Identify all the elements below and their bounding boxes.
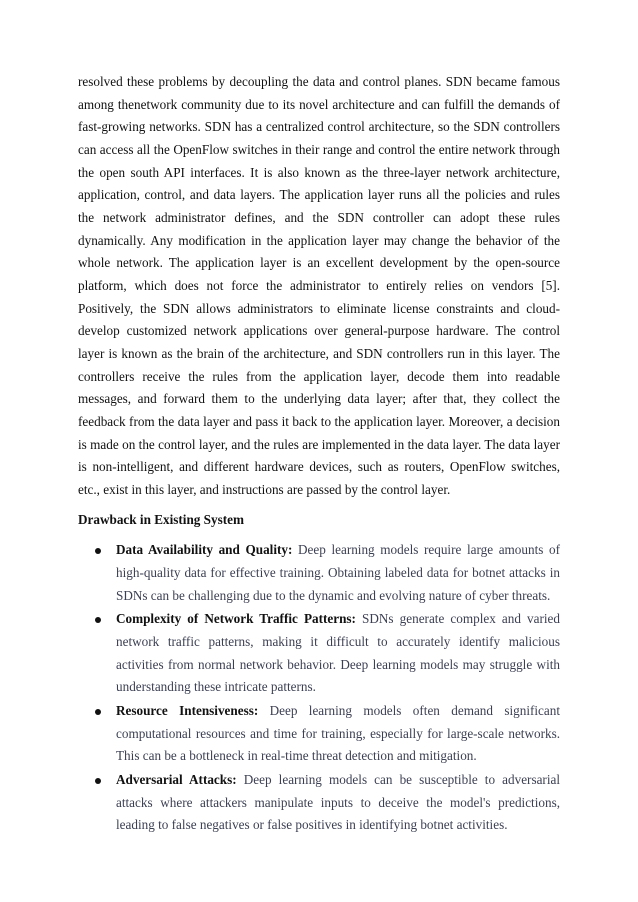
drawback-list [78,539,560,837]
bullet-body: SDNs generate complex and varied network traffic patterns, making it difficult to accurately identify malicious activities from normal network behavior. Deep learning models may struggle with understanding these intricate patterns. [116,611,560,695]
bullet-icon [95,617,101,623]
bullet-icon [95,709,101,715]
bullet-icon [95,548,101,554]
bullet-title: Adversarial Attacks: [116,772,244,788]
section-heading: Drawback in Existing System [78,512,244,528]
bullet-body: Deep learning models can be susceptible to adversarial attacks where attackers manipulate inputs to deceive the model's predictions, leading to false negatives or false positives in identifying botnet activities. [116,772,561,833]
list-item [78,608,560,699]
document-page [78,71,560,838]
bullet-title: Resource Intensiveness: [116,703,270,719]
list-item [78,769,560,837]
bullet-body: Deep learning models often demand significant computational resources and time for training, especially for large-scale networks. This can be a bottleneck in real-time threat detection and mitigation. [116,703,561,764]
bullet-title: Data Availability and Quality: [116,542,298,558]
list-item [78,700,560,768]
bullet-title: Complexity of Network Traffic Patterns: [116,611,363,627]
bullet-body: Deep learning models require large amounts of high-quality data for effective training. Obtaining labeled data for botnet attacks in SDNs can be challenging due to the dynamic and evolving nature of cyber threats. [116,542,560,603]
intro-paragraph: resolved these problems by decoupling the data and control planes. SDN became famous among thenetwork community due to its novel architecture and can fulfill the demands of fast-growing networks. SDN has a centralized control architecture, so the SDN controllers can access all the OpenFlow switches in their range and control the entire network through the open south API interfaces. It is also known as the three-layer network architecture, application, control, and data layers. The application layer runs all the policies and rules the network administrator defines, and the SDN controller can adopt these rules dynamically. Any modification in the application layer may change the behavior of the whole network. The application layer is an excellent development by the open-source platform, which does not force the administrator to entirely relies on vendors [5]. Positively, the SDN allows administrators to eliminate license constraints and cloud-develop customized network applications over general-purpose hardware. The control layer is known as the brain of the architecture, and SDN controllers run in this layer. The controllers receive the rules from the application layer, decode them into readable messages, and forward them to the underlying data layer; after that, they collect the feedback from the data layer and pass it back to the application layer. Moreover, a decision is made on the control layer, and the rules are implemented in the data layer. The data layer is non-intelligent, and different hardware devices, such as routers, OpenFlow switches, etc., exist in this layer, and instructions are passed by the control layer. [78,74,560,497]
list-item [78,539,560,607]
bullet-icon [95,778,101,784]
